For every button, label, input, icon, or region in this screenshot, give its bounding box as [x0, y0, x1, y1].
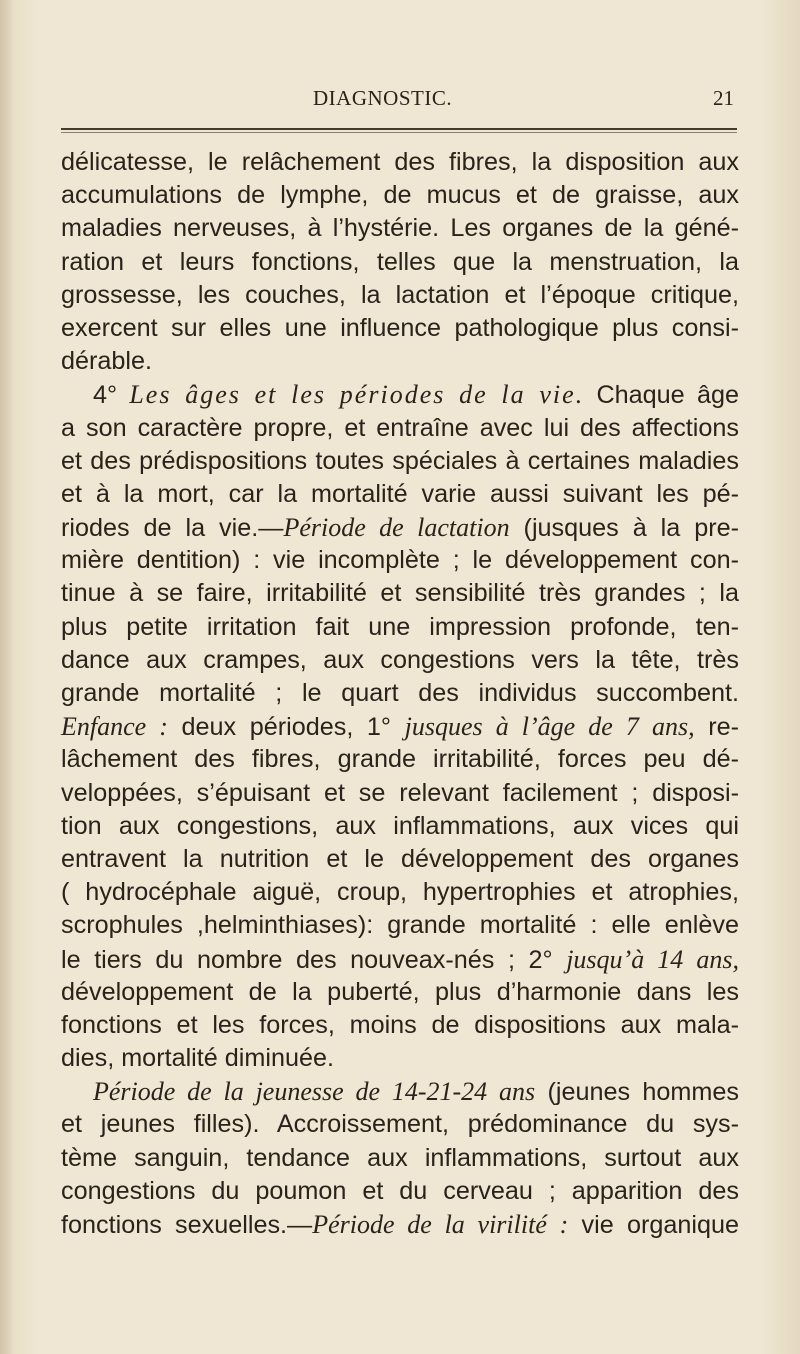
italic-segment: jusqu’à 14 ans, [566, 944, 739, 974]
text-segment: maladies nerveuses, à l’hystérie. Les organes de la géné- [61, 214, 739, 243]
text-segment: entravent la nutrition et le développement des organes [61, 844, 739, 873]
text-segment: et des prédispositions toutes spéciales à certaines maladies [61, 446, 739, 475]
text-line [61, 743, 739, 776]
text-line [61, 810, 739, 843]
text-segment: fonctions sexuelles.— [61, 1211, 313, 1239]
text-segment: scrophules ,helminthiases): grande mortalité : elle enlève [61, 911, 739, 940]
text-line [61, 212, 739, 245]
italic-segment: Enfance : [61, 712, 168, 742]
text-line [61, 1175, 739, 1208]
text-line [61, 511, 739, 544]
header-rule-thin [61, 132, 737, 133]
text-line [61, 677, 739, 710]
text-line [61, 544, 739, 577]
text-segment: vie organique [568, 1211, 739, 1239]
text-segment: développement de la puberté, plus d’harmonie dans les [61, 977, 739, 1006]
text-line [61, 909, 739, 942]
text-line [61, 1208, 739, 1241]
text-segment: et jeunes filles). Accroissement, prédominance du sys- [61, 1110, 739, 1139]
text-line [61, 345, 739, 378]
text-line [61, 876, 739, 909]
text-line [61, 378, 739, 411]
header-rule [61, 128, 737, 130]
text-line [61, 279, 739, 312]
text-line [61, 710, 739, 743]
text-segment: congestions du poumon et du cerveau ; apparition des [61, 1176, 739, 1205]
text-segment: dance aux crampes, aux congestions vers la tête, très [61, 645, 739, 674]
text-line [61, 1009, 739, 1042]
text-segment: riodes de la vie.— [61, 514, 284, 543]
italic-segment: Période de la jeunesse de 14-21-24 ans [93, 1077, 536, 1107]
text-segment: le tiers du nombre des nouveax-nés ; 2° [61, 945, 567, 974]
text-segment: lâchement des fibres, grande irritabilité, forces peu dé- [61, 745, 739, 774]
text-segment: et à la mort, car la mortalité varie aussi suivant les pé- [61, 479, 739, 508]
text-segment: plus petite irritation fait une impression profonde, ten- [61, 612, 739, 641]
text-line [61, 1042, 739, 1075]
text-segment: ration et leurs fonctions, telles que la menstruation, la [61, 247, 739, 276]
text-segment: exercent sur elles une influence pathologique plus consi- [61, 313, 739, 342]
text-line [61, 412, 739, 445]
page-header [0, 86, 800, 112]
text-line [61, 843, 739, 876]
text-line [61, 577, 739, 610]
text-segment: mière dentition) : vie incomplète ; le développement con- [61, 546, 739, 575]
text-line [61, 1108, 739, 1141]
text-line [61, 179, 739, 212]
italic-segment: Les âges et les périodes de la vie. [129, 380, 585, 410]
text-segment: tinue à se faire, irritabilité et sensibilité très grandes ; la [61, 579, 739, 608]
page-number: 21 [713, 86, 734, 110]
text-line [61, 312, 739, 345]
italic-segment: jusques à l’âge de 7 ans, [404, 712, 695, 742]
italic-segment: Période de lactation [283, 513, 510, 543]
text-segment: deux périodes, 1° [167, 713, 405, 742]
text-segment: grande mortalité ; le quart des individus succombent. [61, 679, 739, 707]
body-text [61, 146, 739, 1241]
text-line [61, 478, 739, 511]
text-segment: tème sanguin, tendance aux inflammations, surtout aux [61, 1143, 739, 1172]
text-segment: a son caractère propre, et entraîne avec lui des affections [61, 413, 739, 442]
running-title: DIAGNOSTIC. [313, 86, 453, 110]
text-segment: (jeunes hommes [535, 1078, 739, 1107]
text-segment: tion aux congestions, aux inflammations, aux vices qui [61, 811, 739, 840]
text-segment: Chaque âge [584, 381, 739, 410]
text-segment: grossesse, les couches, la lactation et l’époque critique, [61, 280, 739, 309]
text-line [61, 976, 739, 1009]
text-line [61, 777, 739, 810]
text-line [61, 644, 739, 677]
text-line [61, 445, 739, 478]
text-segment: accumulations de lymphe, de mucus et de graisse, aux [61, 181, 739, 210]
text-line [61, 943, 739, 976]
text-line [61, 1075, 739, 1108]
text-line [61, 146, 739, 179]
italic-segment: Période de la virilité : [312, 1210, 569, 1239]
text-segment: 4° [93, 381, 130, 410]
text-segment: (jusques à la pre- [509, 514, 739, 543]
text-segment: dérable. [61, 347, 153, 376]
text-segment: délicatesse, le relâchement des fibres, la disposition aux [61, 148, 739, 176]
text-line [61, 1142, 739, 1175]
text-segment: ( hydrocéphale aiguë, croup, hypertrophies et atrophies, [61, 878, 739, 907]
text-line [61, 246, 739, 279]
text-segment: dies, mortalité diminuée. [61, 1044, 334, 1073]
page-gutter-shadow [0, 0, 14, 1354]
text-segment: fonctions et les forces, moins de dispositions aux mala- [61, 1010, 739, 1039]
text-segment: re- [694, 713, 740, 742]
text-segment: veloppées, s’épuisant et se relevant facilement ; disposi- [61, 778, 739, 807]
text-line [61, 611, 739, 644]
